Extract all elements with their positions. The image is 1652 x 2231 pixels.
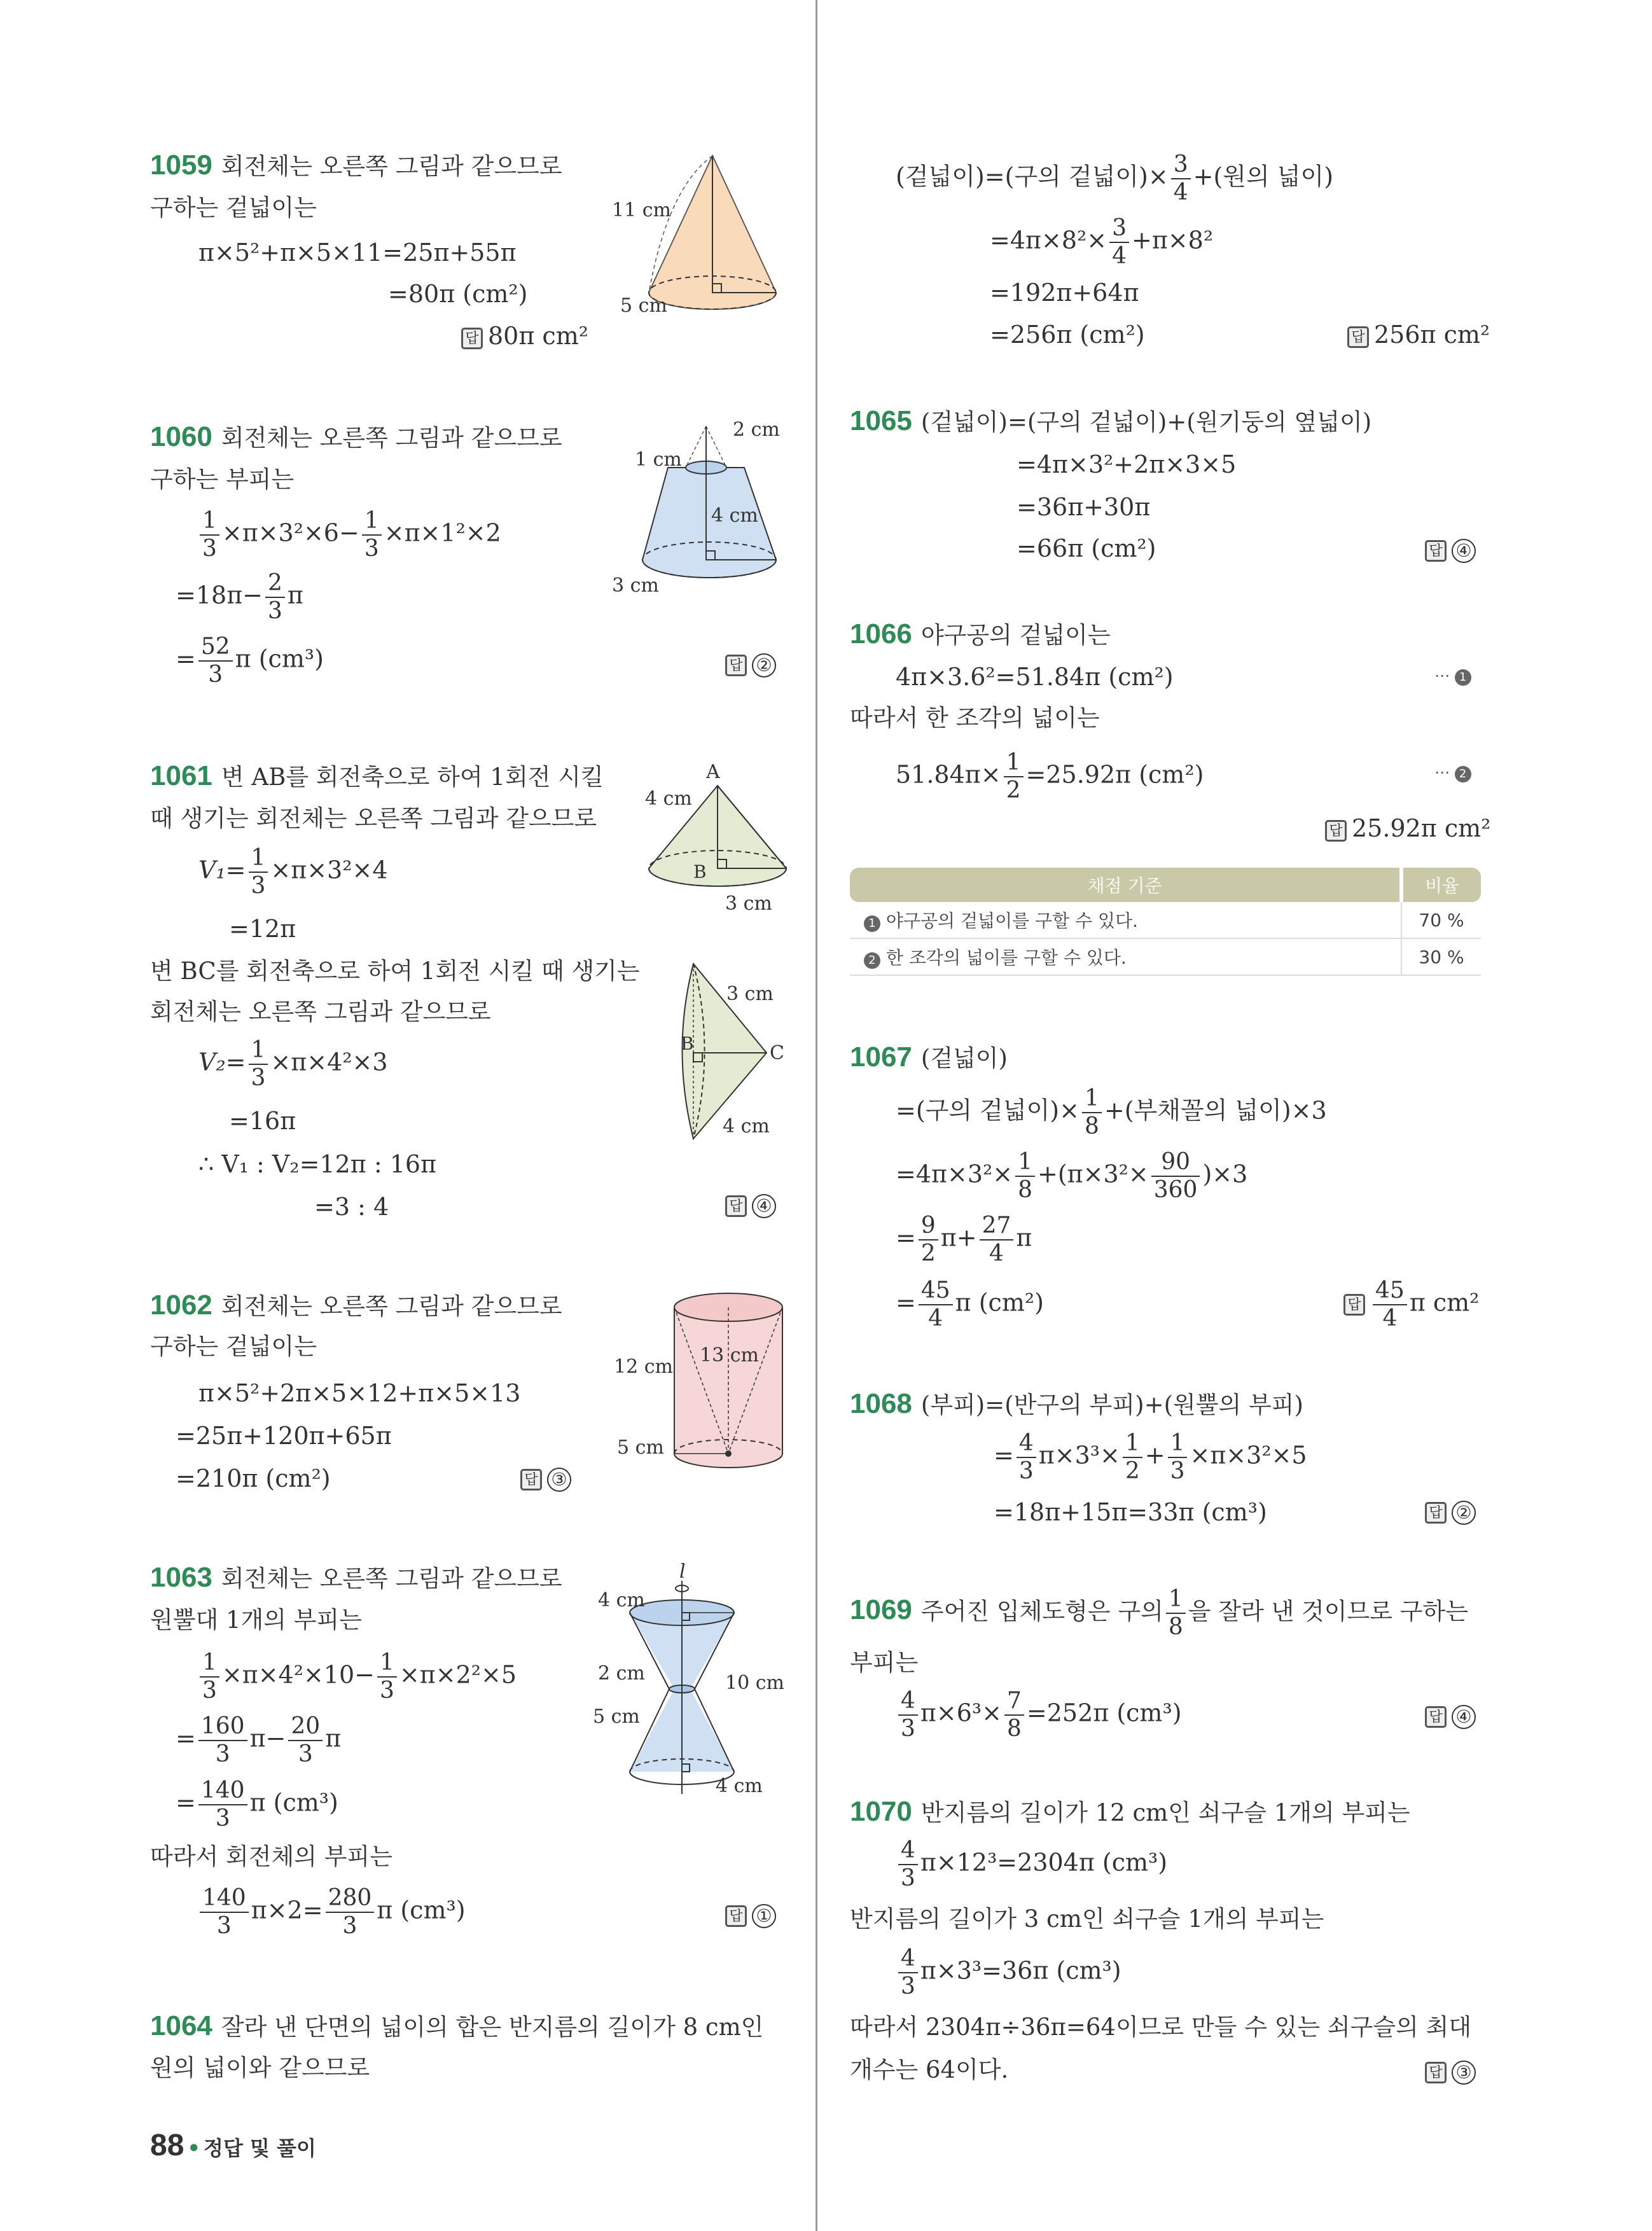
row1-ratio: 70 % <box>1401 902 1481 938</box>
problem-1068-eq2: =18π+15π=33π (cm³) <box>994 1498 1267 1526</box>
answer-choice: ④ <box>752 1194 776 1218</box>
problem-1065-answer <box>1425 534 1476 563</box>
criteria-text: 야구공의 겉넓이를 구할 수 있다. <box>885 910 1139 931</box>
problem-1066-eq2 <box>896 751 1204 803</box>
problem-1069-line1 <box>850 1587 1468 1639</box>
header-criteria: 채점 기준 <box>850 868 1401 902</box>
den: 2 <box>920 1240 936 1267</box>
label-13cm: 13 cm <box>700 1344 759 1366</box>
problem-1061-eq5: ∴ V₁ : V₂=12π : 16π <box>198 1150 437 1178</box>
num: 1 <box>1004 751 1024 777</box>
expr: ×π×3²×6− <box>221 518 359 547</box>
num: 4 <box>898 1689 918 1716</box>
expr: π <box>287 581 303 609</box>
answer-icon: 답 <box>1347 326 1369 348</box>
num: 1 <box>1015 1150 1035 1177</box>
label-4cm: 4 cm <box>645 788 692 810</box>
problem-1067-line1 <box>850 1043 1008 1071</box>
den: 3 <box>901 1865 915 1891</box>
expr: ×π×1²×2 <box>384 518 501 547</box>
num: 1 <box>1168 1431 1188 1458</box>
num: 52 <box>198 635 233 662</box>
num: 3 <box>1109 216 1129 243</box>
expr: ×π×3²×5 <box>1190 1441 1307 1470</box>
num: 140 <box>198 1779 247 1805</box>
figure-1061b-double-cone <box>668 954 808 1145</box>
problem-1066-eq1: 4π×3.6²=51.84π (cm²) <box>896 663 1174 691</box>
problem-1061-eq4: =16π <box>229 1107 296 1135</box>
num: 160 <box>198 1714 247 1741</box>
problem-1070-eq1 <box>896 1838 1167 1891</box>
text: 반지름의 길이가 12 cm인 쇠구슬 1개의 부피는 <box>920 1799 1410 1826</box>
problem-number: 1064 <box>150 2010 212 2041</box>
num: 1 <box>377 1651 397 1678</box>
num: 1 <box>249 846 268 873</box>
page-footer <box>150 2128 316 2163</box>
problem-number: 1067 <box>850 1041 912 1073</box>
footer-title: 정답 및 풀이 <box>204 2136 316 2160</box>
num: 1 <box>1082 1087 1102 1113</box>
problem-number: 1062 <box>150 1289 212 1321</box>
problem-1067-eq1 <box>896 1087 1327 1139</box>
expr: =4π×3²× <box>896 1160 1013 1188</box>
answer-icon: 답 <box>520 1469 542 1491</box>
problem-1061-line2: 때 생기는 회전체는 오른쪽 그림과 같으므로 <box>150 805 597 832</box>
den: 3 <box>380 1677 394 1704</box>
expr: ×π×3²×4 <box>270 856 388 884</box>
criteria-text: 한 조각의 넓이를 구할 수 있다. <box>885 947 1127 968</box>
answer-choice: ③ <box>547 1468 571 1492</box>
problem-1069-line2: 부피는 <box>850 1649 919 1676</box>
expr: = <box>896 1223 916 1252</box>
answer-icon: 답 <box>461 328 483 349</box>
text: (부피)=(반구의 부피)+(원뿔의 부피) <box>920 1391 1303 1419</box>
den: 3 <box>215 1805 230 1831</box>
vertex-B: B <box>693 861 707 882</box>
row2-criteria: 2 한 조각의 넓이를 구할 수 있다. <box>850 938 1401 975</box>
label-5cm: 5 cm <box>617 1436 664 1459</box>
label-3cm: 3 cm <box>725 893 772 915</box>
problem-1065-line1 <box>850 407 1371 435</box>
num: 1 <box>1166 1587 1186 1614</box>
expr: π+ <box>940 1223 977 1252</box>
problem-1059-answer <box>461 322 588 350</box>
problem-1064-line2: 원의 넓이와 같으므로 <box>150 2054 370 2082</box>
problem-1065-eq2: =36π+30π <box>1017 493 1151 521</box>
answer-icon: 답 <box>1425 540 1447 562</box>
problem-1063-eq3 <box>176 1779 338 1831</box>
num: 1 <box>1123 1431 1142 1458</box>
column-divider <box>816 0 817 2231</box>
den: 3 <box>215 1741 230 1767</box>
den: 8 <box>1006 1715 1022 1742</box>
table-row <box>850 902 1481 938</box>
table-row <box>850 938 1481 975</box>
expr: π×3³=36π (cm³) <box>920 1956 1121 1985</box>
expr: = <box>896 1288 916 1317</box>
expr: ×π×4²×10− <box>221 1660 375 1689</box>
row2-ratio: 30 % <box>1401 938 1481 975</box>
label-5cm: 5 cm <box>620 295 667 315</box>
row1-criteria: 1 야구공의 겉넓이를 구할 수 있다. <box>850 902 1401 938</box>
problem-1064-eq3: =192π+64π <box>990 279 1139 307</box>
problem-number: 1063 <box>150 1562 212 1593</box>
num: 2 <box>265 571 285 598</box>
problem-1064-eq1 <box>896 153 1333 205</box>
step-marker-2: ⋯ 2 <box>1434 763 1471 782</box>
step-number: 1 <box>1455 669 1471 686</box>
answer-choice: ④ <box>1452 539 1476 563</box>
den: 3 <box>251 872 266 899</box>
problem-1062-answer <box>520 1463 571 1492</box>
problem-1059-line1 <box>150 151 562 179</box>
den: 4 <box>1112 242 1127 269</box>
text: 변 AB를 회전축으로 하여 1회전 시킬 <box>221 763 604 791</box>
problem-1060-line1 <box>150 423 562 451</box>
den: 3 <box>1018 1457 1034 1484</box>
expr: π− <box>249 1724 286 1753</box>
problem-number: 1060 <box>150 421 212 452</box>
problem-1061-line1 <box>150 762 604 790</box>
label-4cm-bottom: 4 cm <box>716 1775 763 1797</box>
label-4cm: 4 cm <box>711 504 758 527</box>
den: 8 <box>1168 1613 1183 1640</box>
num: 90 <box>1151 1150 1200 1177</box>
answer-icon: 답 <box>1425 2062 1447 2083</box>
text: 회전체는 오른쪽 그림과 같으므로 <box>221 153 562 180</box>
problem-1063-line2: 원뿔대 1개의 부피는 <box>150 1606 362 1634</box>
den: 8 <box>1018 1176 1032 1203</box>
den: 3 <box>202 1677 217 1704</box>
num: 1 <box>200 1651 219 1678</box>
problem-1059-eq2: =80π (cm²) <box>388 280 528 308</box>
problem-number: 1066 <box>850 618 912 650</box>
expr: =(구의 겉넓이)× <box>896 1096 1079 1125</box>
problem-1062-eq2: =25π+120π+65π <box>176 1422 392 1450</box>
axis-label: l <box>679 1562 686 1583</box>
answer-icon: 답 <box>1343 1294 1365 1316</box>
problem-1065-eq3: =66π (cm²) <box>1017 534 1156 562</box>
expr: = <box>176 1724 196 1753</box>
expr: ×π×4²×3 <box>270 1048 388 1076</box>
problem-1062-line2: 구하는 겉넓이는 <box>150 1333 317 1360</box>
problem-1063-eq2 <box>176 1714 341 1767</box>
problem-1061-eq1 <box>198 846 388 898</box>
label-4cm: 4 cm <box>723 1115 770 1137</box>
den: 4 <box>1173 179 1188 205</box>
expr: π (cm³) <box>235 644 324 673</box>
den: 3 <box>342 1912 357 1939</box>
den: 3 <box>202 535 217 562</box>
den: 4 <box>1382 1305 1398 1331</box>
answer-icon: 답 <box>1325 820 1347 842</box>
problem-1064-eq2 <box>990 216 1213 268</box>
problem-1061-line3: 변 BC를 회전축으로 하여 1회전 시킬 때 생기는 <box>150 957 640 985</box>
expr: +π×8² <box>1132 226 1214 254</box>
num: 9 <box>919 1214 938 1241</box>
den: 2 <box>1006 777 1021 803</box>
problem-1061-line4: 회전체는 오른쪽 그림과 같으므로 <box>150 998 491 1025</box>
problem-1070-line4: 개수는 64이다. <box>850 2056 1009 2083</box>
num: 1 <box>249 1038 268 1065</box>
problem-1067-eq4 <box>896 1279 1044 1331</box>
den: 4 <box>989 1240 1004 1267</box>
problem-1070-line3: 따라서 2304π÷36π=64이므로 만들 수 있는 쇠구슬의 최대 <box>850 2013 1472 2041</box>
answer-text: π cm² <box>1409 1288 1480 1317</box>
label-2cm: 2 cm <box>733 419 780 441</box>
den: 3 <box>208 661 223 688</box>
problem-1067-eq2 <box>896 1150 1247 1202</box>
vertex-C: C <box>770 1042 784 1064</box>
problem-1064-answer <box>1347 321 1490 349</box>
label-10cm: 10 cm <box>725 1672 784 1694</box>
problem-1070-line1 <box>850 1798 1410 1826</box>
vertex-A: A <box>706 761 720 783</box>
problem-1061-eq2: =12π <box>229 915 296 943</box>
problem-1061-answer <box>725 1190 776 1218</box>
figure-1061a-cone <box>642 760 802 919</box>
figure-1059-cone <box>611 149 795 315</box>
problem-1065-eq1: =4π×3²+2π×3×5 <box>1017 450 1237 478</box>
num: 280 <box>326 1886 375 1913</box>
problem-1061-eq3 <box>198 1038 388 1090</box>
problem-1064-eq4: =256π (cm²) <box>990 321 1145 349</box>
num: 1 <box>200 509 219 536</box>
expr: π×6³× <box>920 1699 1002 1727</box>
expr: π (cm³) <box>377 1896 466 1924</box>
expr: V₂= <box>198 1048 246 1076</box>
num: 4 <box>898 1838 918 1865</box>
answer-text: 80π cm² <box>488 322 588 350</box>
expr: +(π×3²× <box>1038 1160 1149 1188</box>
text: 을 잘라 낸 것이므로 구하는 <box>1188 1597 1468 1625</box>
expr: = <box>994 1441 1014 1470</box>
den: 3 <box>268 597 282 624</box>
problem-1059-eq1: π×5²+π×5×11=25π+55π <box>198 239 517 267</box>
answer-icon: 답 <box>1425 1502 1447 1524</box>
problem-1063-eq1 <box>197 1651 517 1703</box>
figure-1062-cylinder <box>611 1288 795 1479</box>
table-header-row <box>850 868 1481 902</box>
den: 3 <box>216 1912 232 1939</box>
text: 주어진 입체도형은 구의 <box>920 1597 1163 1625</box>
problem-1066-line1 <box>850 620 1111 648</box>
den: 3 <box>251 1064 266 1091</box>
num: 3 <box>1171 153 1191 179</box>
problem-1069-eq1 <box>896 1689 1182 1741</box>
label-5cm: 5 cm <box>593 1706 640 1728</box>
grading-table <box>850 868 1481 976</box>
label-3cm: 3 cm <box>612 574 659 597</box>
problem-1062-line1 <box>150 1291 562 1319</box>
den: 360 <box>1153 1176 1198 1203</box>
expr: =25.92π (cm²) <box>1025 760 1204 789</box>
problem-1067-eq3 <box>896 1214 1032 1266</box>
label-3cm: 3 cm <box>726 983 774 1005</box>
problem-1070-line2: 반지름의 길이가 3 cm인 쇠구슬 1개의 부피는 <box>850 1905 1324 1933</box>
text: 회전체는 오른쪽 그림과 같으므로 <box>221 424 562 452</box>
problem-1070-answer <box>1425 2056 1476 2085</box>
label-4cm-top: 4 cm <box>598 1589 645 1611</box>
problem-1063-line3: 따라서 회전체의 부피는 <box>150 1843 392 1870</box>
problem-1070-eq2 <box>896 1947 1121 1999</box>
den: 2 <box>1125 1457 1140 1484</box>
num: 45 <box>1373 1279 1407 1305</box>
problem-number: 1070 <box>850 1796 912 1827</box>
expr: π×2= <box>251 1896 323 1924</box>
num: 4 <box>898 1947 918 1973</box>
problem-1062-eq1: π×5²+2π×5×12+π×5×13 <box>198 1379 521 1407</box>
expr: = <box>176 644 196 673</box>
problem-1060-eq1 <box>197 509 501 561</box>
page-number: 88 <box>150 2129 184 2162</box>
den: 3 <box>901 1715 915 1742</box>
answer-icon: 답 <box>725 655 747 676</box>
num: 45 <box>919 1279 953 1305</box>
answer-choice: ① <box>752 1904 776 1928</box>
answer-choice: ④ <box>1452 1705 1476 1729</box>
problem-1066-answer <box>1325 814 1490 842</box>
label-1cm: 1 cm <box>635 448 682 471</box>
expr: =18π− <box>176 581 263 609</box>
problem-1063-line1 <box>150 1564 562 1592</box>
num: 27 <box>980 1214 1014 1241</box>
den: 3 <box>901 1973 915 1999</box>
den: 8 <box>1084 1113 1099 1139</box>
text: 회전체는 오른쪽 그림과 같으므로 <box>221 1293 562 1320</box>
problem-number: 1069 <box>850 1594 912 1626</box>
problem-1063-eq4 <box>197 1886 466 1938</box>
text: 잘라 낸 단면의 넓이의 합은 반지름의 길이가 8 cm인 <box>221 2013 764 2041</box>
vertex-B: B <box>681 1033 694 1054</box>
expr: )×3 <box>1202 1160 1248 1188</box>
expr: + <box>1144 1441 1165 1470</box>
expr: π <box>325 1724 342 1753</box>
expr: π <box>1016 1223 1032 1252</box>
answer-choice: ② <box>752 653 776 678</box>
problem-1068-answer <box>1425 1496 1476 1525</box>
num: 140 <box>200 1886 249 1913</box>
expr: π (cm²) <box>955 1288 1044 1317</box>
problem-number: 1059 <box>150 149 212 181</box>
problem-1060-eq3 <box>176 635 324 687</box>
answer-choice: ② <box>1452 1501 1476 1525</box>
answer-text: 25.92π cm² <box>1352 814 1491 842</box>
expr: π×12³=2304π (cm³) <box>920 1848 1168 1877</box>
label-11cm: 11 cm <box>612 199 671 221</box>
header-ratio: 비율 <box>1401 868 1481 902</box>
problem-1068-line1 <box>850 1390 1303 1418</box>
text: 야구공의 겉넓이는 <box>920 622 1111 649</box>
text: (겉넓이)=(구의 겉넓이)+(원기둥의 옆넓이) <box>920 408 1372 436</box>
answer-icon: 답 <box>725 1905 747 1927</box>
problem-1069-answer <box>1425 1700 1476 1729</box>
problem-1060-eq2 <box>176 571 303 623</box>
problem-1067-answer <box>1343 1279 1479 1331</box>
expr: (겉넓이)=(구의 겉넓이)× <box>896 162 1169 191</box>
answer-icon: 답 <box>1425 1706 1447 1728</box>
label-2cm: 2 cm <box>598 1662 645 1685</box>
expr: π (cm³) <box>249 1788 338 1817</box>
text: (겉넓이) <box>920 1045 1008 1072</box>
den: 3 <box>364 535 379 562</box>
problem-1066-line2: 따라서 한 조각의 넓이는 <box>850 704 1100 732</box>
label-12cm: 12 cm <box>614 1356 673 1378</box>
expr: =252π (cm³) <box>1026 1699 1182 1727</box>
expr: +(부채꼴의 넓이)×3 <box>1104 1096 1327 1125</box>
den: 4 <box>928 1305 943 1331</box>
step-marker-1: ⋯ 1 <box>1434 667 1471 686</box>
text: 회전체는 오른쪽 그림과 같으므로 <box>221 1565 562 1592</box>
expr: ×π×2²×5 <box>399 1660 517 1689</box>
step-number: 2 <box>1455 766 1471 782</box>
footer-separator: • <box>187 2136 200 2160</box>
problem-number: 1061 <box>150 760 212 791</box>
num: 4 <box>1017 1431 1036 1458</box>
expr: 51.84π× <box>896 760 1001 789</box>
answer-choice: ③ <box>1452 2061 1476 2085</box>
problem-1060-line2: 구하는 부피는 <box>150 466 295 493</box>
num: 1 <box>362 509 382 536</box>
problem-1068-eq1 <box>994 1431 1307 1484</box>
answer-icon: 답 <box>725 1195 747 1217</box>
den: 3 <box>1170 1457 1185 1484</box>
answer-text: 256π cm² <box>1374 321 1490 349</box>
problem-1062-eq3: =210π (cm²) <box>176 1464 331 1492</box>
expr: π×3³× <box>1038 1441 1120 1470</box>
problem-1059-line2: 구하는 겉넓이는 <box>150 194 317 221</box>
expr: V₁= <box>198 856 246 884</box>
expr: +(원의 넓이) <box>1193 162 1334 191</box>
figure-1063-double-frustum <box>592 1562 789 1804</box>
den: 3 <box>298 1741 313 1767</box>
num: 7 <box>1004 1689 1024 1716</box>
num: 20 <box>288 1714 323 1741</box>
figure-1060-frustum <box>611 414 795 604</box>
problem-number: 1065 <box>850 405 912 436</box>
problem-1063-answer <box>725 1900 776 1928</box>
expr: =4π×8²× <box>990 226 1107 254</box>
problem-1060-answer <box>725 649 776 678</box>
expr: = <box>176 1788 196 1817</box>
problem-number: 1068 <box>850 1388 912 1419</box>
problem-1061-eq6: =3 : 4 <box>314 1193 389 1221</box>
problem-1064-line1 <box>150 2012 763 2040</box>
